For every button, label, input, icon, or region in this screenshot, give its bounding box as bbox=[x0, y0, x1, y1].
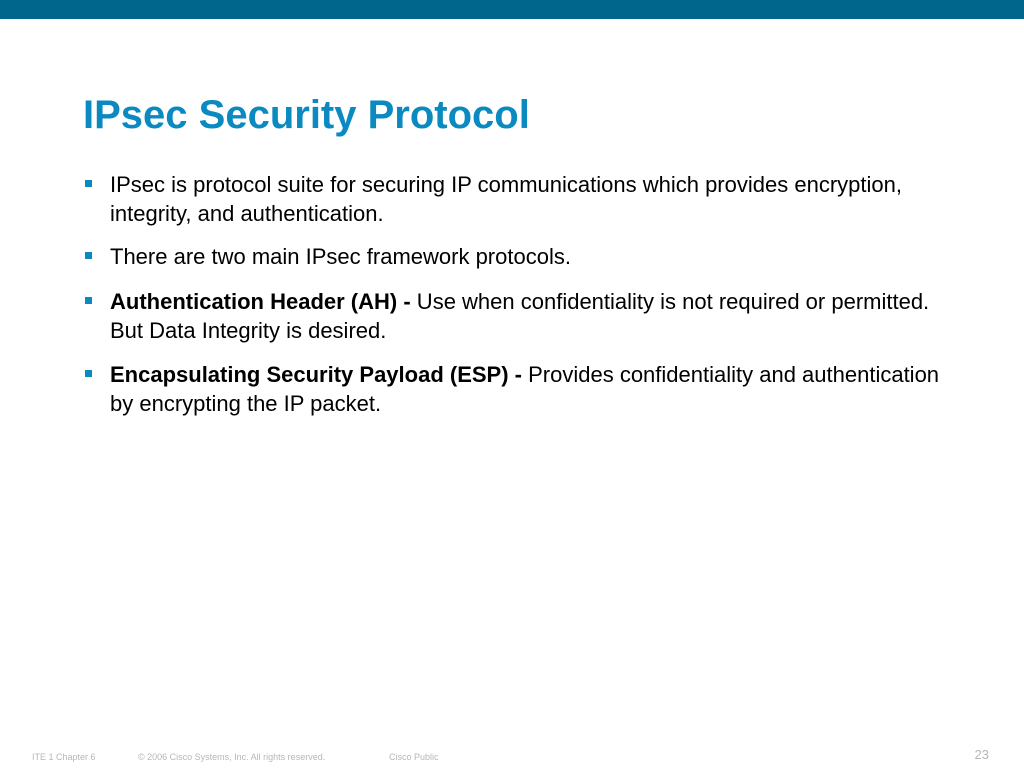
bullet-text: Provides confidentiality and authentication by encrypting the IP packet. bbox=[110, 362, 940, 416]
square-bullet-icon bbox=[85, 370, 92, 377]
bullet-text: Use when confidentiality is not required or permitted. But Data Integrity is desired. bbox=[110, 289, 930, 343]
footer-course-label: ITE 1 Chapter 6 bbox=[32, 752, 96, 762]
bullet-text: IPsec is protocol suite for securing IP communications which provides encryption, integrity, and authentication. bbox=[110, 172, 902, 226]
footer-copyright: © 2006 Cisco Systems, Inc. All rights reserved. bbox=[138, 752, 326, 762]
square-bullet-icon bbox=[85, 297, 92, 304]
top-banner-bar bbox=[0, 0, 1024, 19]
slide-title: IPsec Security Protocol bbox=[83, 93, 530, 137]
bullet-term: Authentication Header (AH) - bbox=[110, 289, 411, 314]
bullet-text: There are two main IPsec framework protocols. bbox=[110, 244, 571, 269]
square-bullet-icon bbox=[85, 180, 92, 187]
bullet-item bbox=[83, 170, 963, 228]
footer-classification: Cisco Public bbox=[389, 752, 439, 762]
page-number: 23 bbox=[974, 747, 989, 762]
square-bullet-icon bbox=[85, 252, 92, 259]
bullet-item bbox=[83, 242, 963, 271]
bullet-list bbox=[83, 170, 963, 418]
bullet-item bbox=[83, 360, 963, 418]
bullet-term: Encapsulating Security Payload (ESP) - bbox=[110, 362, 522, 387]
bullet-item bbox=[83, 287, 963, 345]
